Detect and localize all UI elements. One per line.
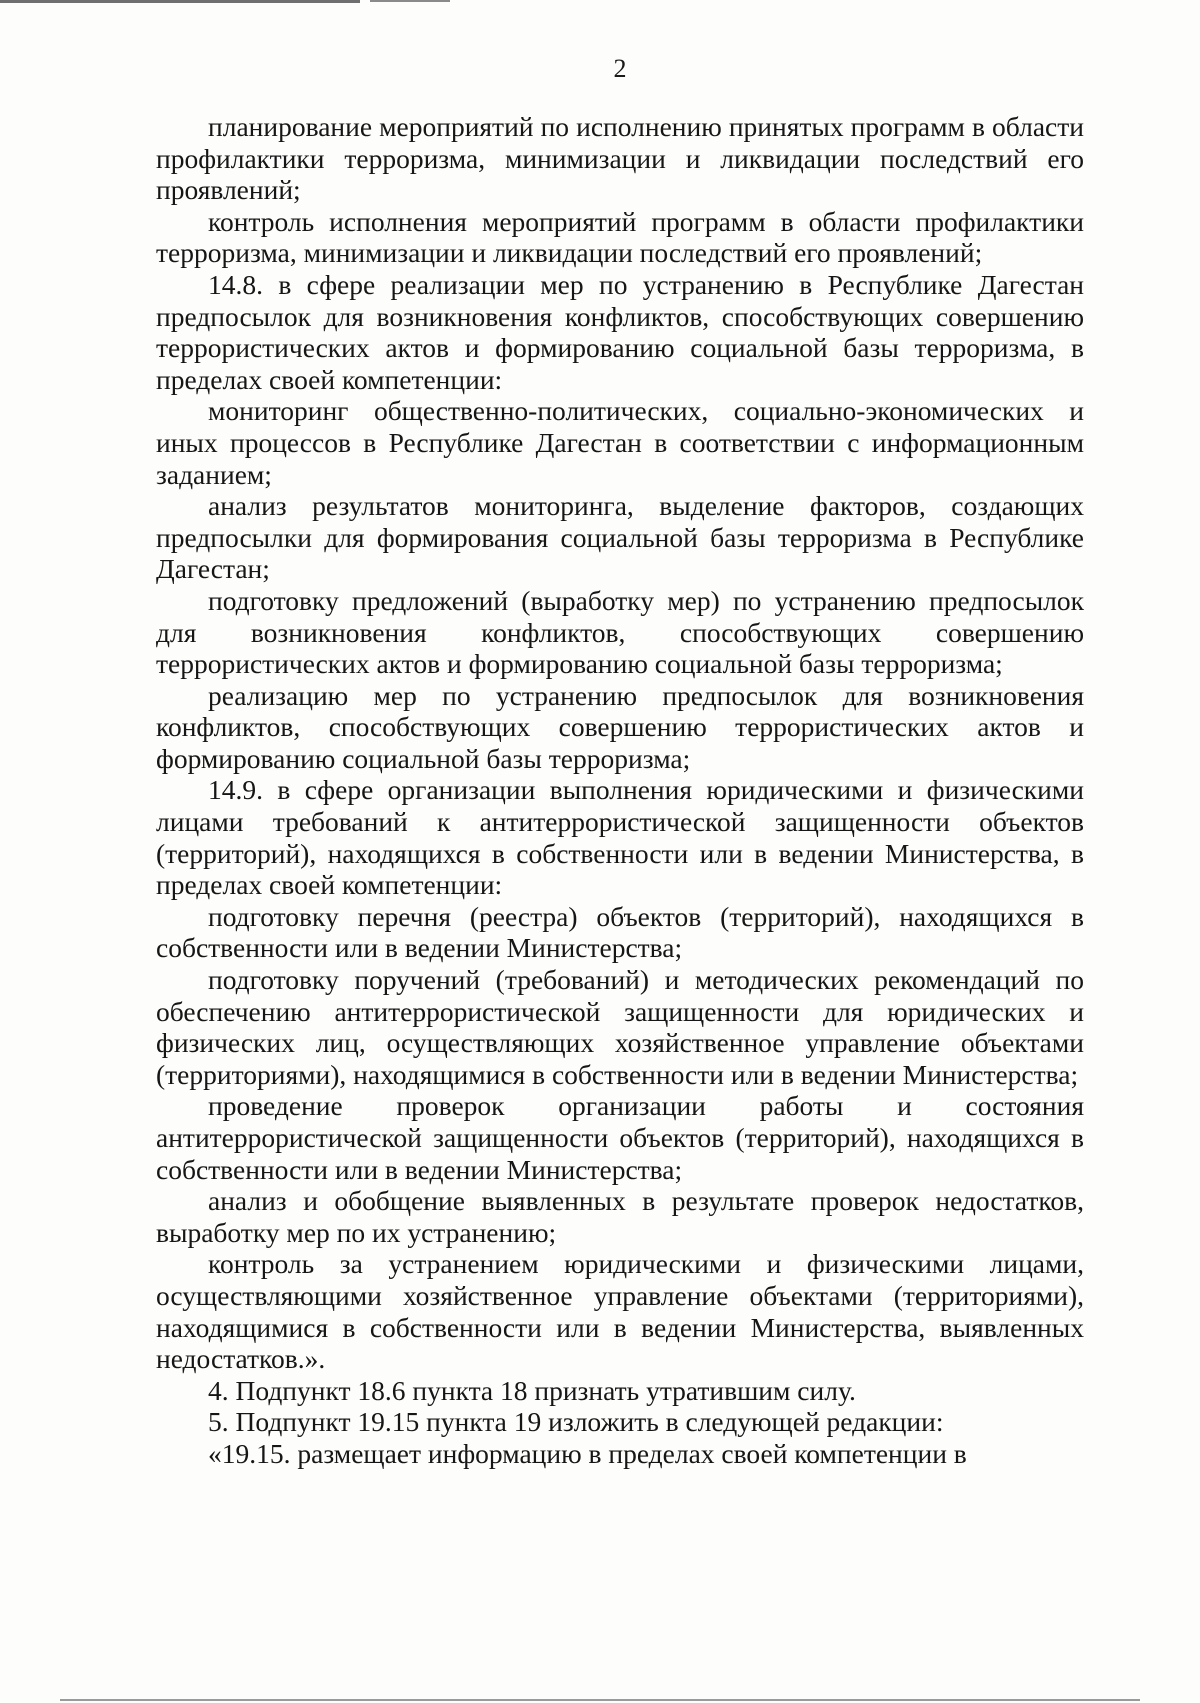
scan-edge-bottom (60, 1699, 1140, 1701)
paragraph-proposals: подготовку предложений (выработку мер) по устранению предпосылок для возникновения конфликтов, способствующих совершению террористических актов и формированию социальной базы терроризма; (156, 584, 1084, 680)
paragraph-planning: планирование мероприятий по исполнению принятых программ в области профилактики терроризма, минимизации и ликвидации последствий его проявлений; (156, 111, 1084, 206)
scan-edge-top (0, 0, 360, 3)
paragraph-analysis: анализ результатов мониторинга, выделение факторов, создающих предпосылки для формирования социальной базы терроризма в Республике Дагестан; (156, 490, 1084, 585)
paragraph-14-9: 14.9. в сфере организации выполнения юридическими и физическими лицами требований к антитеррористической защищенности объектов (территорий), находящихся в собственности или в ведении Министерства, в пределах своей компетенции: (156, 774, 1084, 901)
paragraph-implementation: реализацию мер по устранению предпосылок для возникновения конфликтов, способствующих совершению террористических актов и формированию социальной базы терроризма; (156, 679, 1084, 774)
paragraph-instructions: подготовку поручений (требований) и методических рекомендаций по обеспечению антитеррористической защищенности для юридических и физических лиц, осуществляющих хозяйственное управление объектами (территориями), находящимися в собственности или в ведении Министерства; (156, 964, 1084, 1090)
paragraph-item-5: 5. Подпункт 19.15 пункта 19 изложить в следующей редакции: (208, 1406, 944, 1438)
scan-edge-top-fragment (370, 0, 450, 2)
paragraph-14-8: 14.8. в сфере реализации мер по устранению в Республике Дагестан предпосылок для возникновения конфликтов, способствующих совершению террористических актов и формированию социальной базы терроризма, в пределах своей компетенции: (156, 268, 1084, 395)
paragraph-inspections: проведение проверок организации работы и состояния антитеррористической защищенности объектов (территорий), находящихся в собственности или в ведении Министерства; (156, 1090, 1084, 1185)
page-number: 2 (613, 54, 627, 83)
paragraph-elimination-control: контроль за устранением юридическими и физическими лицами, осуществляющими хозяйственное управление объектами (территориями), находящимися в собственности или в ведении Министерства, выявленных недостатков.». (156, 1248, 1084, 1375)
paragraph-control-programs: контроль исполнения мероприятий программ в области профилактики терроризма, минимизации и ликвидации последствий его проявлений; (156, 205, 1084, 269)
paragraph-generalization: анализ и обобщение выявленных в результате проверок недостатков, выработку мер по их устранению; (156, 1185, 1084, 1248)
paragraph-registry: подготовку перечня (реестра) объектов (территорий), находящихся в собственности или в ведении Министерства; (156, 900, 1084, 964)
paragraph-item-4: 4. Подпункт 18.6 пункта 18 признать утратившим силу. (208, 1374, 856, 1406)
paragraph-monitoring: мониторинг общественно-политических, социально-экономических и иных процессов в Республике Дагестан в соответствии с информационным заданием; (156, 395, 1084, 490)
document-body (156, 111, 1084, 1470)
paragraph-19-15: «19.15. размещает информацию в пределах своей компетенции в (208, 1437, 967, 1469)
